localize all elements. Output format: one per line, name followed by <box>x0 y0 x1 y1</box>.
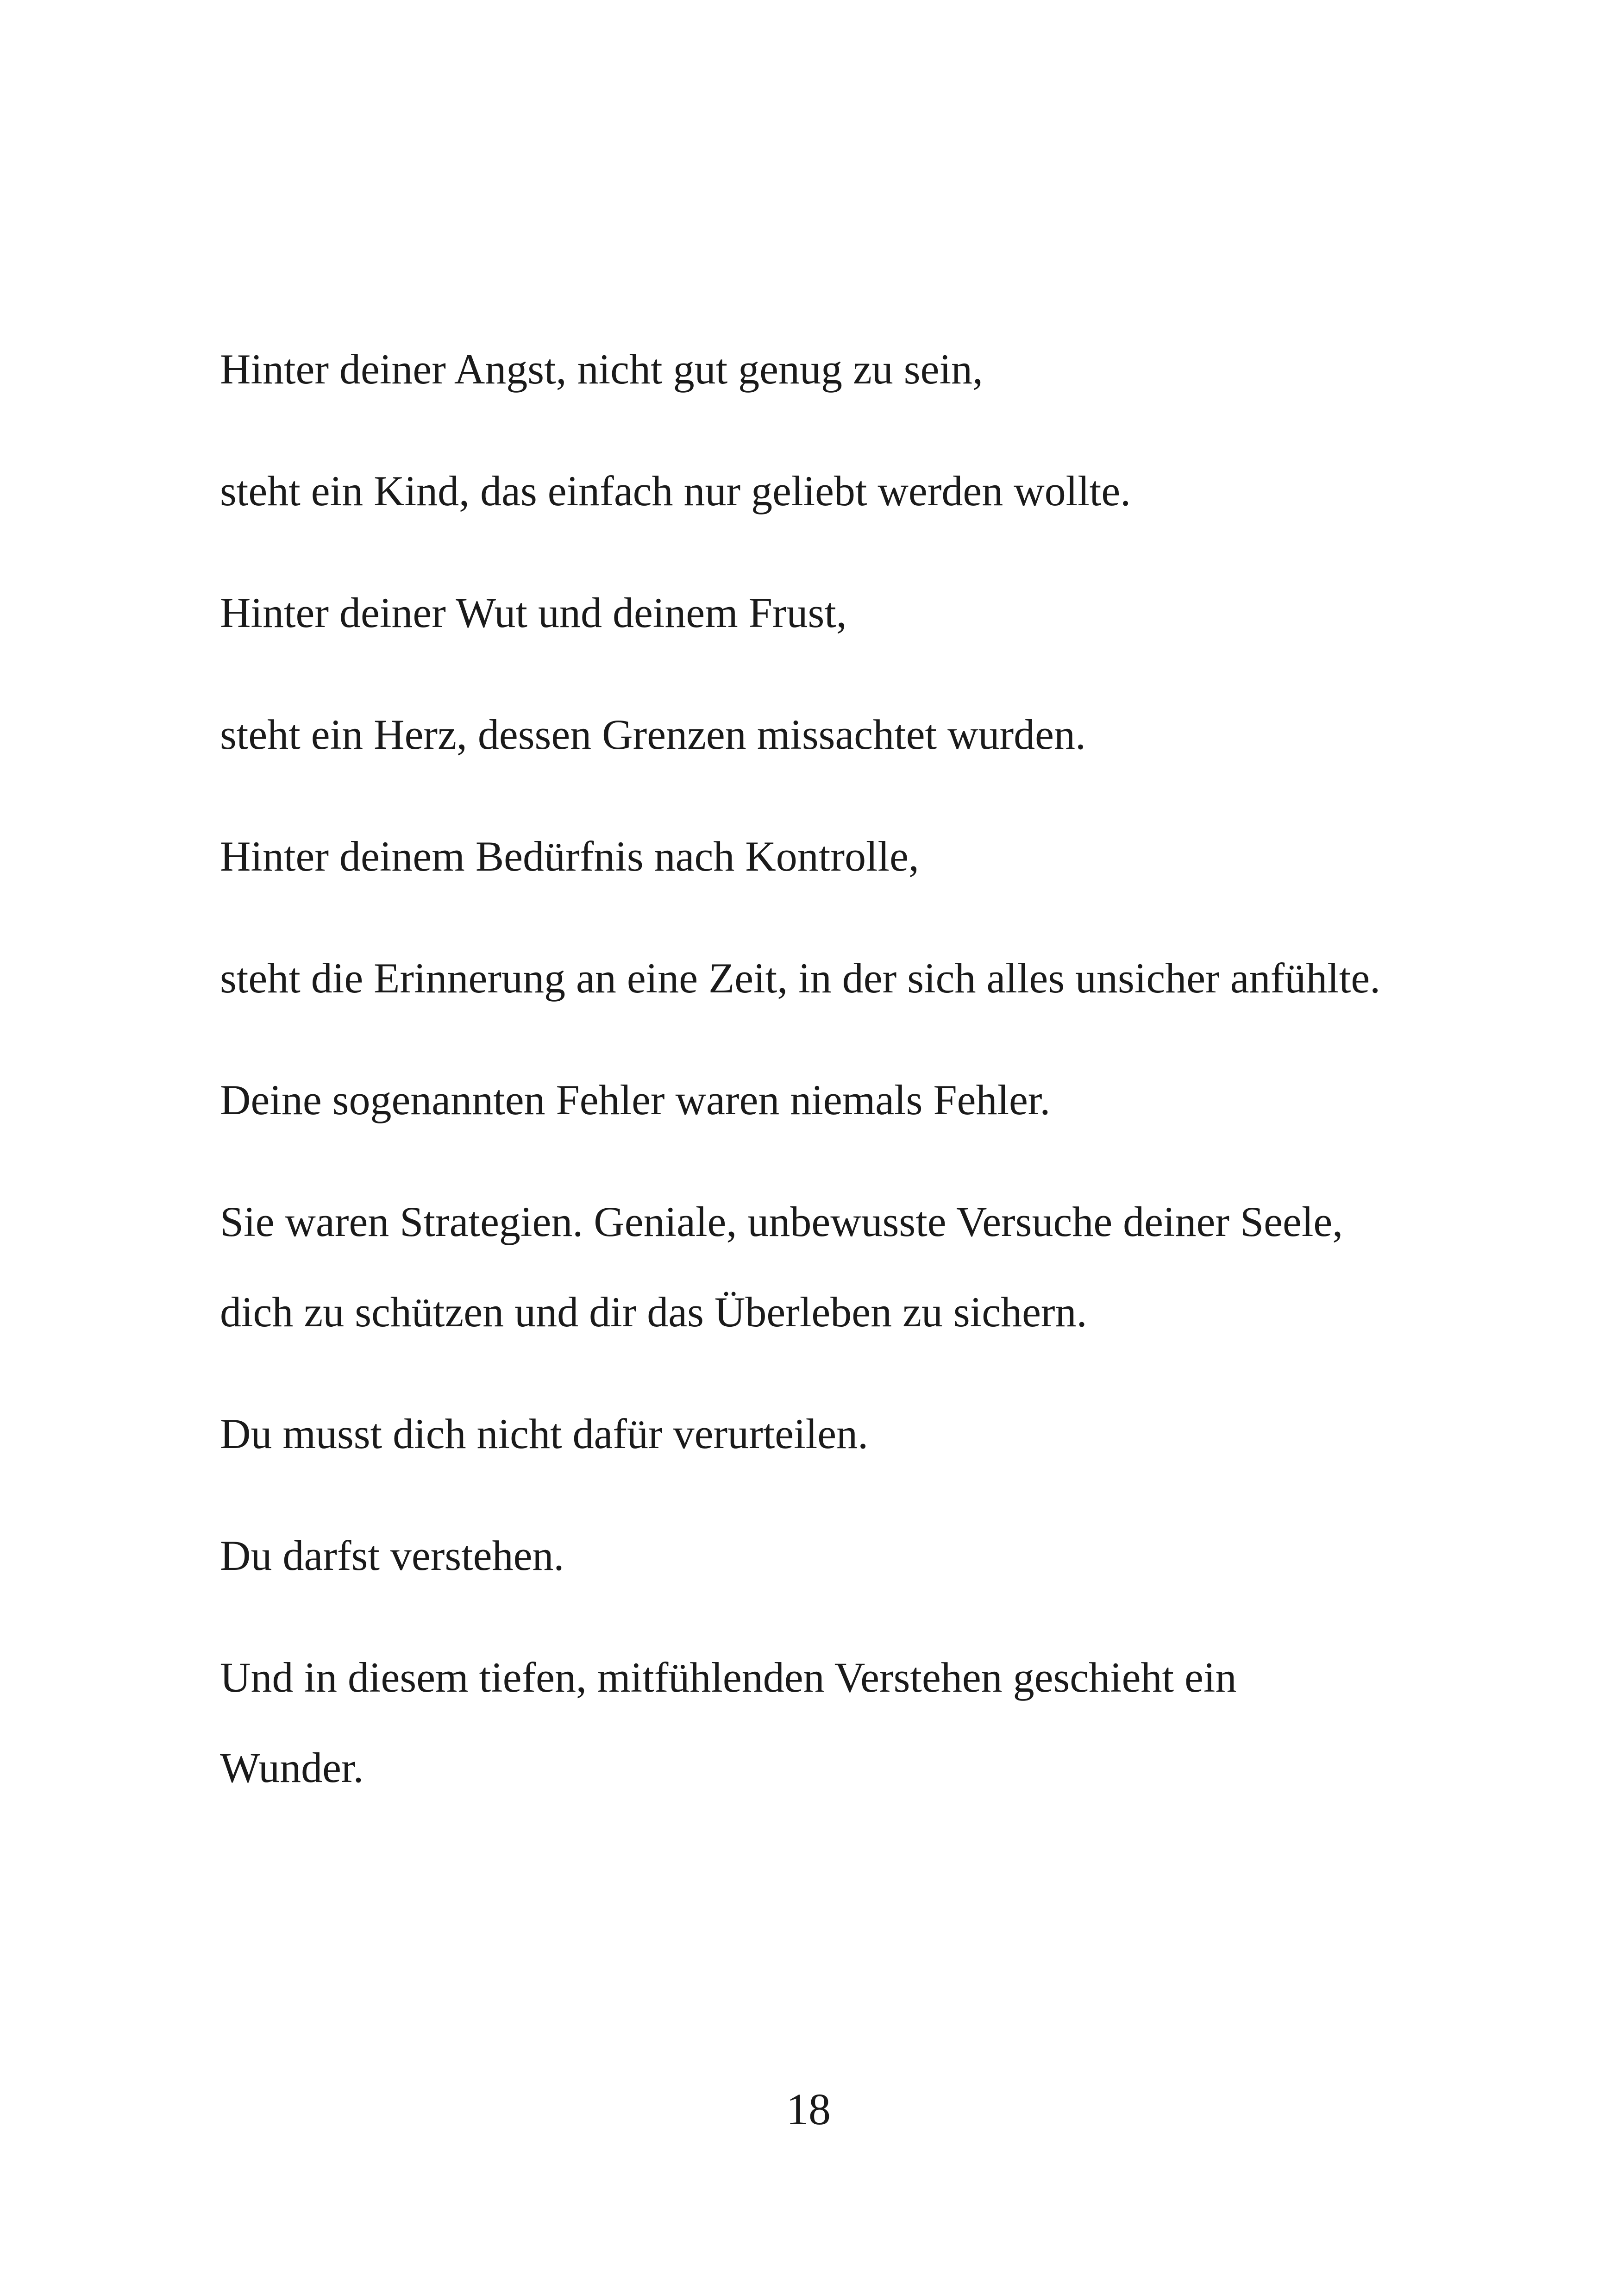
page-number: 18 <box>786 2084 831 2134</box>
paragraph-7: Deine sogenannten Fehler waren niemals Fehler. <box>220 1076 1051 1123</box>
body-text <box>220 324 1387 1844</box>
paragraph-5: Hinter deinem Bedürfnis nach Kontrolle, <box>220 833 919 880</box>
paragraph-8: Sie waren Strategien. Geniale, unbewusste Versuche deiner Seele, dich zu schützen und dir das Überleben zu sichern. <box>220 1198 1343 1336</box>
paragraph-3: Hinter deiner Wut und deinem Frust, <box>220 589 847 636</box>
paragraph-9: Du musst dich nicht dafür verurteilen. <box>220 1410 869 1457</box>
paragraph-2: steht ein Kind, das einfach nur geliebt werden wollte. <box>220 467 1131 514</box>
paragraph-10: Du darfst verstehen. <box>220 1532 564 1579</box>
paragraph-11: Und in diesem tiefen, mitfühlenden Verstehen geschieht ein Wunder. <box>220 1654 1237 1791</box>
paragraph-6: steht die Erinnerung an eine Zeit, in der sich alles unsicher anfühlte. <box>220 954 1381 1002</box>
paragraph-1: Hinter deiner Angst, nicht gut genug zu sein, <box>220 345 984 393</box>
paragraph-4: steht ein Herz, dessen Grenzen missachtet wurden. <box>220 711 1086 758</box>
